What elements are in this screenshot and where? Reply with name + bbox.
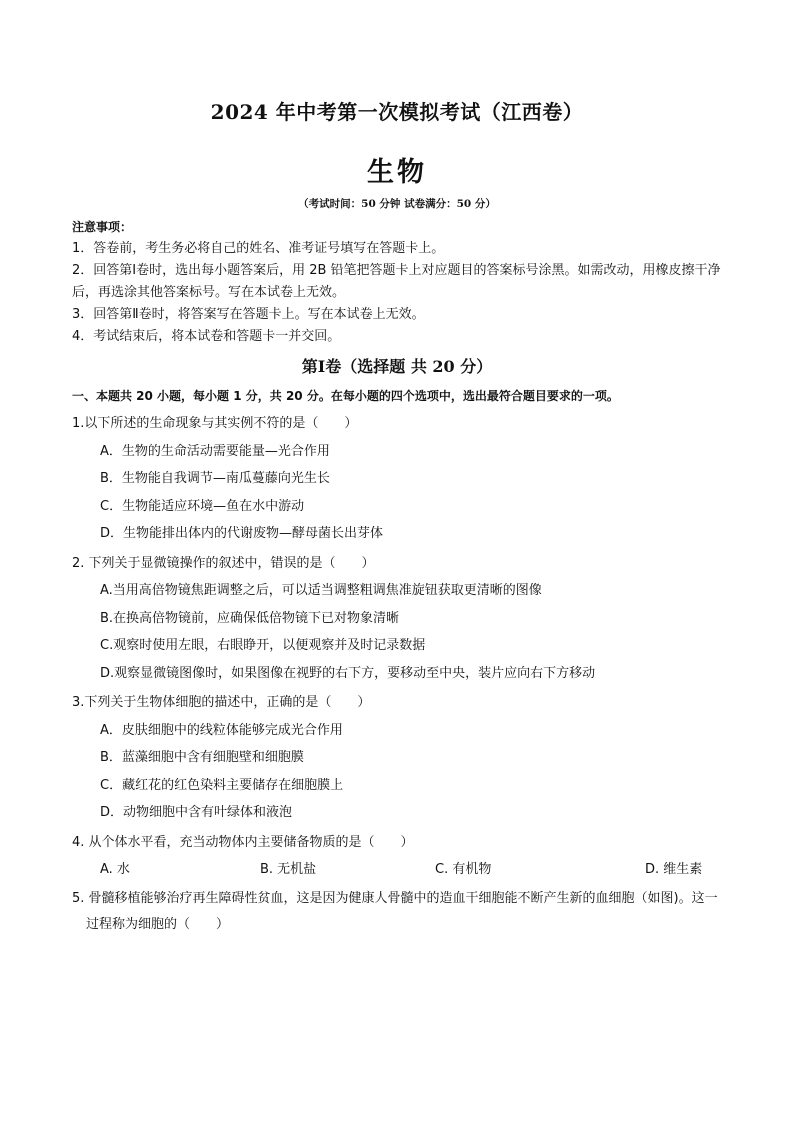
question-stem: 2. 下列关于显微镜操作的叙述中，错误的是（ ） — [72, 555, 375, 571]
question-stem: 5. 骨髓移植能够治疗再生障碍性贫血，这是因为健康人骨髓中的造血干细胞能不断产生新的血细胞（如图)。这一过程称为细胞的（ ） — [72, 890, 718, 932]
question-option: B．蓝藻细胞中含有细胞壁和细胞膜 — [100, 750, 304, 765]
option-row — [72, 856, 722, 884]
question-option: A．皮肤细胞中的线粒体能够完成光合作用 — [100, 722, 343, 738]
question-option: C．生物能适应环境—鱼在水中游动 — [100, 498, 305, 514]
question-option: D．生物能排出体内的代谢废物—酵母菌长出芽体 — [100, 526, 384, 541]
question-option: B. 无机盐 — [260, 862, 317, 877]
question-option: C.观察时使用左眼，右眼睁开，以便观察并及时记录数据 — [100, 638, 426, 653]
question-option: D．动物细胞中含有叶绿体和液泡 — [100, 805, 293, 820]
exam-body — [72, 216, 722, 938]
exam-title: 2024 年中考第一次模拟考试（江西卷） — [210, 100, 584, 124]
question-option: D.观察显微镜图像时，如果图像在视野的右下方，要移动至中央，装片应向右下方移动 — [100, 665, 596, 681]
notice-item: 2．回答第Ⅰ卷时，选出每小题答案后，用 2B 铅笔把答题卡上对应题目的答案标号涂黑。如需改动，用橡皮擦干净后，再选涂其他答案标号。写在本试卷上无效。 — [72, 263, 721, 300]
question-option: A. 水 — [100, 862, 130, 877]
question-stem: 1.以下所述的生命现象与其实例不符的是（ ） — [72, 416, 358, 431]
question-option: D. 维生素 — [645, 862, 703, 877]
question-option: C．藏红花的红色染料主要储存在细胞膜上 — [100, 777, 344, 793]
subject-title: 生物 — [367, 157, 427, 188]
question-option: A.当用高倍物镜焦距调整之后，可以适当调整粗调焦准旋钮获取更清晰的图像 — [100, 583, 542, 598]
question-stem: 4. 从个体水平看，充当动物体内主要储备物质的是（ ） — [72, 834, 414, 850]
notice-heading: 注意事项： — [72, 220, 133, 234]
notice-item: 1．答卷前，考生务必将自己的姓名、准考证号填写在答题卡上。 — [72, 241, 445, 256]
question-option: B．生物能自我调节—南瓜蔓藤向光生长 — [100, 471, 330, 486]
notice-item: 4．考试结束后，将本试卷和答题卡一并交回。 — [72, 329, 341, 344]
section-instruction: 一、本题共 20 小题，每小题 1 分，共 20 分。在每小题的四个选项中，选出最符合题目要求的一项。 — [72, 389, 619, 403]
notice-item: 3．回答第Ⅱ卷时，将答案写在答题卡上。写在本试卷上无效。 — [72, 307, 425, 322]
question-option: A．生物的生命活动需要能量—光合作用 — [100, 443, 330, 459]
question-stem: 3.下列关于生物体细胞的描述中，正确的是（ ） — [72, 695, 371, 710]
exam-meta: （考试时间：50 分钟 试卷满分：50 分） — [298, 198, 496, 210]
question-option: B.在换高倍物镜前，应确保低倍物镜下已对物象清晰 — [100, 610, 400, 626]
section-title: 第Ⅰ卷（选择题 共 20 分） — [301, 357, 493, 376]
question-option: C. 有机物 — [435, 862, 492, 877]
